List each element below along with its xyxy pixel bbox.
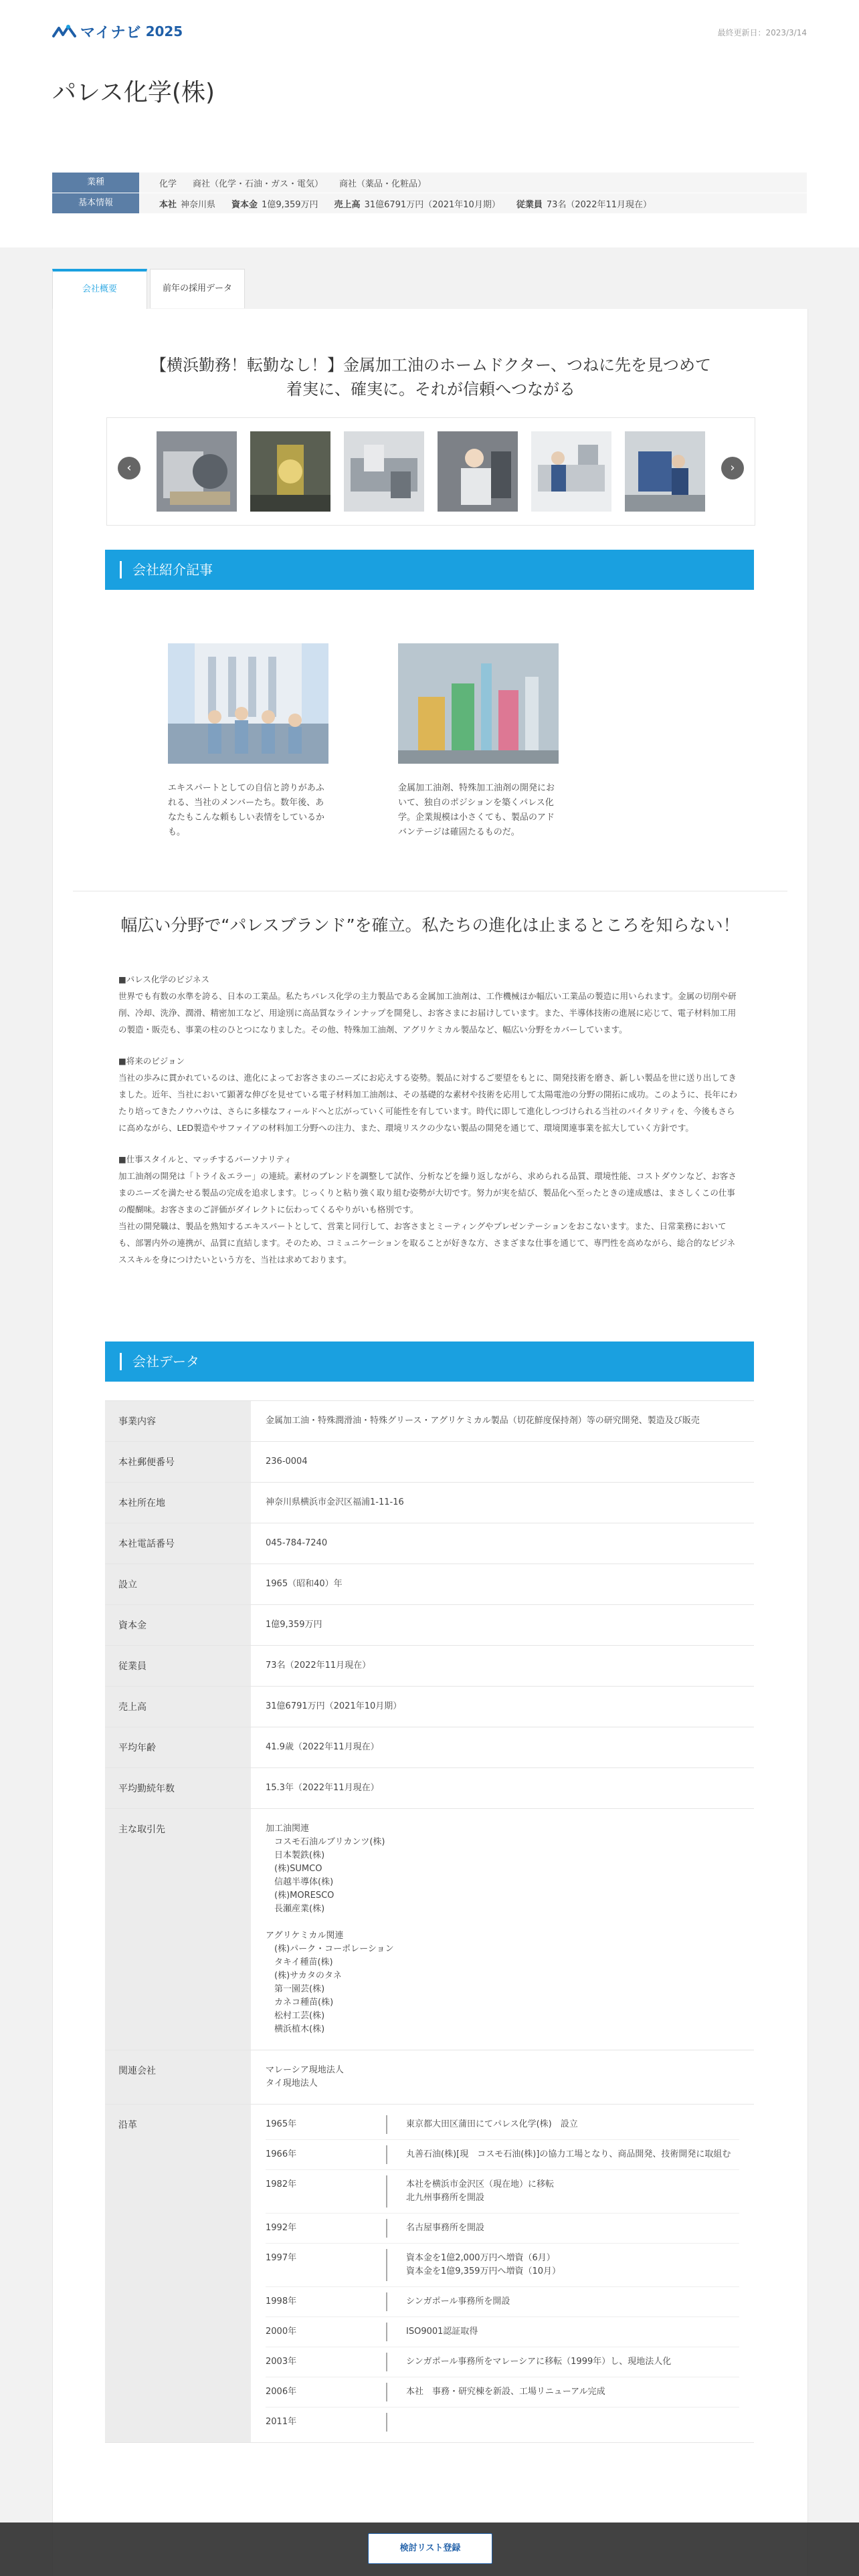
row-label: 従業員 (105, 1646, 251, 1686)
row-label: 沿革 (105, 2105, 251, 2442)
slider-photo[interactable] (531, 431, 611, 512)
mynavi-logo-icon (52, 24, 76, 39)
history-item (266, 2170, 739, 2214)
history-year: 1965年 (266, 2119, 297, 2129)
employees-info: 従業員 73名（2022年11月現在） (516, 199, 652, 210)
description-paragraph: ■仕事スタイルと、マッチするパーソナリティ 加工油剤の開発は「トライ＆エラー」の連続。素材のブレンドを調整して試作、分析などを繰り返しながら、求められる品質、環境性能、コストダウンなど、お客さまのニーズを満たせる製品の完成を追求します。じっくりと粘り強く取り組む姿勢が大切です。努力が実を結び、製品化へ至ったときの達成感は、まさしくこの仕事の醍醐味。お客さまのご評価がダイレクトに伝わってくるやりがいも格別です。 当社の開発職は、製品を熟知するエキスパートとして、営業と同行して、お客さまとミーティングやプレゼンテーションをおこないます。また、日常業務においても、部署内外の連携が、品質に直結します。そのため、コミュニケーションを取ることが好きな方、さまざまな仕事を通じて、専門性を高めながら、総合的なビジネススキルを身につけたいという方を、当社は求めております。 (118, 1154, 737, 1265)
history-text: シンガポール事務所を開設 (406, 2296, 510, 2306)
industry-item[interactable]: 商社（化学・石油・ガス・電気） (193, 179, 324, 189)
company-name: パレス化学(株) (52, 79, 215, 106)
sales-info: 売上高 31億6791万円（2021年10月期） (334, 199, 500, 210)
history-year: 2000年 (266, 2327, 297, 2337)
history-text: 名古屋事務所を開設 (406, 2223, 485, 2233)
chevron-right-icon: › (730, 461, 735, 475)
row-value: 加工油関連 コスモ石油ルブリカンツ(株) 日本製鉄(株) (株)SUMCO 信越半導体(株) (株)MORESCO 長瀬産業(株) アグリケミカル関連 (株)パーク・コーポレーション タキイ種苗(株) (株)サカタのタネ 第一園芸(株) カネコ種苗(株) 松村工芸(株) 横浜植木(株) (266, 1824, 394, 2034)
history-row (105, 2105, 754, 2443)
history-item (266, 2214, 739, 2244)
article-photo (398, 643, 559, 764)
row-label: 本社所在地 (105, 1483, 251, 1523)
description-paragraph: ■将来のビジョン 当社の歩みに貫かれているのは、進化によってお客さまのニーズにお応えする姿勢。製品に対するご要望をもとに、開発技術を磨き、新しい製品を世に送り出してきました。近年、当社において顕著な伸びを見せている電子材料加工油剤は、その基礎的な素材や技術を応用して太陽電池の分野の開拓に成功。このように、長年にわたり培ってきたノウハウは、さらに多様なフィールドへと広がっていく可能性を有しています。時代に即して進化しつづけられる当社のバイタリティを、今後もさらに高めながら、LED製造やサファイアの材料加工分野への注力、また、環境リスクの少ない製品の開発を通じて、環境関連事業を拡大していく方針です。 (118, 1056, 738, 1133)
article-card[interactable] (398, 643, 559, 840)
history-text: シンガポール事務所をマレーシアに移転（1999年）し、現地法人化 (406, 2357, 672, 2367)
table-row (105, 2050, 754, 2105)
row-label: 平均勤続年数 (105, 1768, 251, 1808)
slider-photo[interactable] (438, 431, 518, 512)
logo-text: マイナビ (80, 24, 142, 41)
history-item (266, 2407, 739, 2437)
company-data-table (105, 1400, 754, 2443)
row-label: 売上高 (105, 1687, 251, 1727)
history-year: 2011年 (266, 2417, 297, 2427)
slider-photo[interactable] (625, 431, 705, 512)
history-text: 丸善石油(株)[現 コスモ石油(株)]の協力工場となり、商品開発、技術開発に取組む (406, 2149, 731, 2159)
catch-copy: 【横浜勤務！転勤なし！】金属加工油のホームドクター、つねに先を見つめて着実に、確実に。それが信頼へつながる (150, 356, 712, 399)
industry-values (139, 177, 426, 189)
row-value: 15.3年（2022年11月現在） (266, 1783, 379, 1793)
table-row (105, 1687, 754, 1727)
industry-label: 業種 (52, 173, 139, 193)
tab-bar (52, 269, 248, 309)
history-item (266, 2317, 739, 2347)
section-title: 会社紹介記事 (120, 561, 213, 578)
history-year: 1997年 (266, 2253, 297, 2263)
row-value: 73名（2022年11月現在） (266, 1660, 371, 1671)
table-row (105, 1809, 754, 2050)
table-row (105, 1646, 754, 1687)
table-row (105, 1401, 754, 1442)
row-value: 31億6791万円（2021年10月期） (266, 1701, 402, 1711)
table-row (105, 1483, 754, 1523)
basic-info-label: 基本情報 (52, 193, 139, 213)
table-row (105, 1564, 754, 1605)
history-list (251, 2105, 754, 2442)
basic-info-row (52, 193, 807, 214)
section-title: 会社データ (120, 1353, 199, 1370)
history-item (266, 2377, 739, 2407)
company-info-table (52, 173, 807, 214)
history-year: 1998年 (266, 2296, 297, 2306)
table-row (105, 1727, 754, 1768)
logo-year: 2025 (145, 23, 183, 39)
article-caption: エキスパートとしての自信と誇りがあふれる、当社のメンバーたち。数年後、あなたもこんな頼もしい表情をしているかも。 (168, 783, 325, 837)
row-value: 045-784-7240 (266, 1538, 328, 1548)
row-value: 1億9,359万円 (266, 1620, 322, 1630)
history-item (266, 2287, 739, 2317)
row-label: 設立 (105, 1564, 251, 1604)
row-label: 関連会社 (105, 2050, 251, 2104)
row-label: 本社電話番号 (105, 1523, 251, 1564)
history-item (266, 2110, 739, 2140)
slider-photo[interactable] (250, 431, 330, 512)
section-header-company-data (105, 1341, 754, 1382)
history-year: 1966年 (266, 2149, 297, 2159)
article-photo (168, 643, 328, 764)
row-value: 神奈川県横浜市金沢区福浦1-11-16 (266, 1497, 404, 1507)
history-text: 本社 事務・研究棟を新設、工場リニューアル完成 (406, 2387, 605, 2397)
sticky-footer-bar (0, 2523, 859, 2576)
slider-photo[interactable] (344, 431, 424, 512)
row-label: 平均年齢 (105, 1727, 251, 1767)
capital-info: 資本金 1億9,359万円 (231, 199, 318, 210)
article-caption: 金属加工油剤、特殊加工油剤の開発において、独自のポジションを築くパレス化学。企業規模は小さくても、製品のアドバンテージは確固たるものだ。 (398, 783, 555, 837)
row-label: 本社郵便番号 (105, 1442, 251, 1482)
tab-previous-recruitment-data[interactable]: 前年の採用データ (150, 269, 245, 308)
table-row (105, 1768, 754, 1809)
row-value: 金属加工油・特殊潤滑油・特殊グリース・アグリケミカル製品（切花鮮度保持剤）等の研究開発、製造及び販売 (266, 1416, 700, 1426)
history-item (266, 2140, 739, 2170)
row-label: 主な取引先 (105, 1809, 251, 2050)
main-content (52, 309, 808, 2576)
slider-photo[interactable] (157, 431, 237, 512)
history-year: 2003年 (266, 2357, 297, 2367)
history-text: 資本金を1億2,000万円へ増資（6月） 資本金を1億9,359万円へ増資（10月） (406, 2253, 561, 2276)
history-text: ISO9001認証取得 (406, 2327, 478, 2337)
history-item (266, 2244, 739, 2287)
table-row (105, 1442, 754, 1483)
section-header-articles (105, 550, 754, 590)
slider-prev-button[interactable] (118, 457, 140, 479)
history-year: 1992年 (266, 2223, 297, 2233)
company-description (118, 971, 742, 1283)
history-year: 1982年 (266, 2179, 297, 2189)
row-label: 事業内容 (105, 1401, 251, 1441)
industry-item[interactable]: 商社（薬品・化粧品） (339, 179, 427, 189)
industry-item[interactable]: 化学 (159, 179, 177, 189)
last-updated: 最終更新日：2023/3/14 (717, 28, 807, 37)
table-row (105, 1605, 754, 1646)
row-value: マレーシア現地法人 タイ現地法人 (266, 2065, 344, 2088)
history-text: 東京都大田区蒲田にてパレス化学(株) 設立 (406, 2119, 578, 2129)
history-text (387, 2407, 739, 2437)
history-item (266, 2347, 739, 2377)
tab-company-overview[interactable]: 会社概要 (52, 269, 147, 309)
description-paragraph: ■パレス化学のビジネス 世界でも有数の水準を誇る、日本の工業品。私たちパレス化学の主力製品である金属加工油剤は、工作機械ほか幅広い工業品の製造に用いられます。金属の切削や研削、冷却、洗浄、潤滑、精密加工など、用途別に高品質なラインナップを開発し、お客さまにお届けしています。また、半導体技術の進展に応じて、電子材料加工用の製造・販売も、事業の柱のひとつになりました。その他、特殊加工油剤、アグリケミカル製品など、幅広い分野をカバーしています。 (118, 974, 737, 1035)
row-value: 41.9歳（2022年11月現在） (266, 1742, 379, 1752)
history-year: 2006年 (266, 2387, 297, 2397)
industry-row (52, 173, 807, 193)
row-value: 1965（昭和40）年 (266, 1579, 343, 1589)
table-row (105, 1523, 754, 1564)
hq-info: 本社 神奈川県 (159, 199, 216, 210)
basic-info-values (139, 197, 652, 210)
chevron-left-icon: ‹ (126, 461, 132, 475)
photo-slider (106, 417, 755, 526)
site-logo[interactable] (52, 21, 183, 41)
slider-next-button[interactable] (721, 457, 744, 479)
add-to-list-button[interactable]: 検討リスト登録 (368, 2533, 492, 2564)
article-card[interactable] (168, 643, 328, 840)
slider-thumbnails (157, 431, 705, 512)
history-text: 本社を横浜市金沢区（現在地）に移転 北九州事務所を開設 (406, 2179, 555, 2203)
row-label: 資本金 (105, 1605, 251, 1645)
row-value: 236-0004 (266, 1457, 308, 1467)
overview-heading: 幅広い分野で“パレスブランド”を確立。私たちの進化は止まるところを知らない！ (120, 916, 740, 935)
site-header (0, 0, 859, 58)
